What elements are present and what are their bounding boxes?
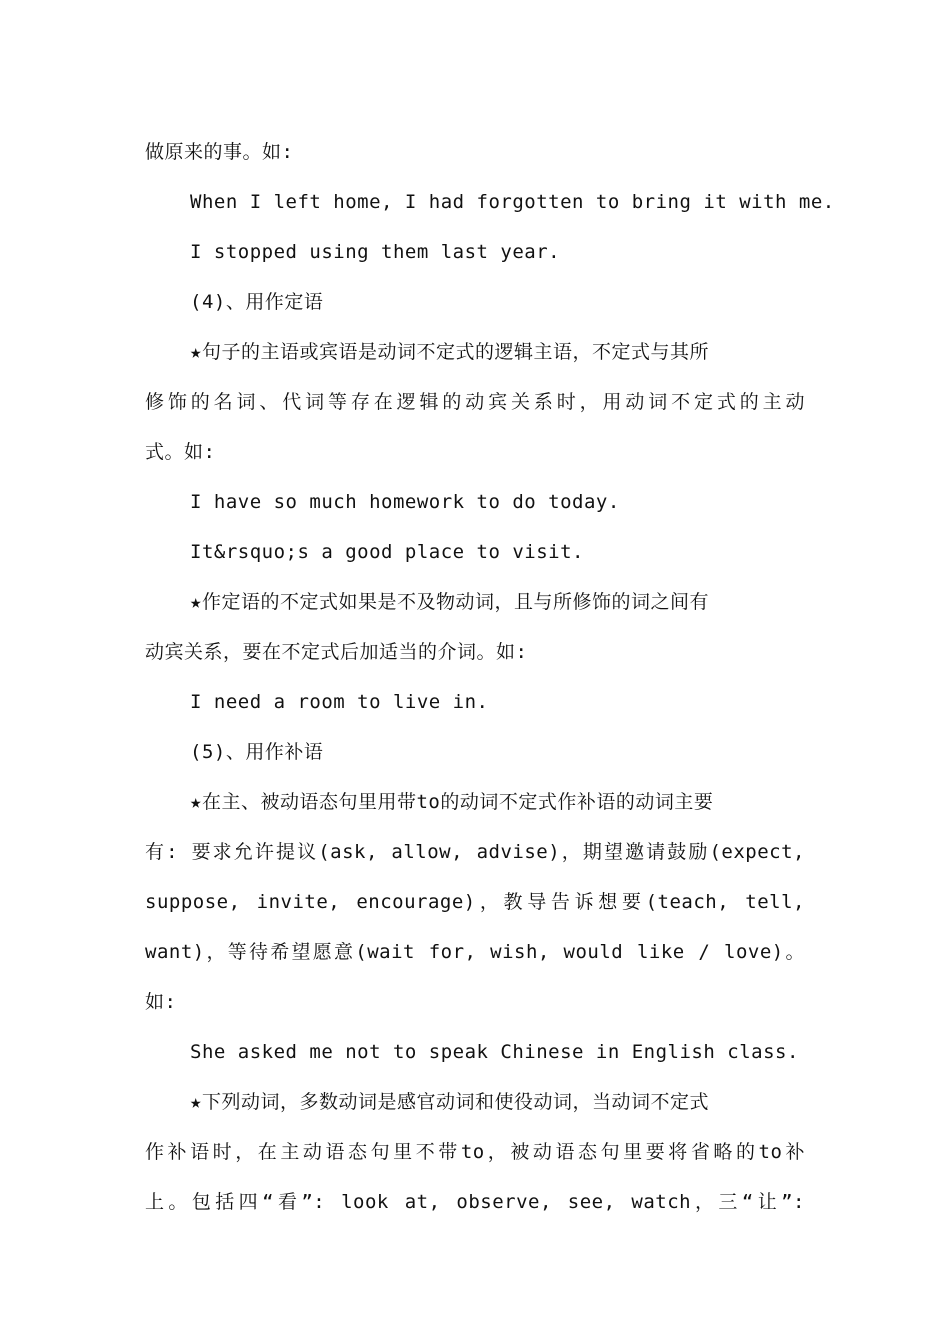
rule-paragraph-line: ★下列动词，多数动词是感官动词和使役动词，当动词不定式 <box>190 1091 709 1113</box>
example-sentence: It&rsquo;s a good place to visit. <box>190 541 584 563</box>
rule-paragraph-line: want)，等待希望愿意(wait for, wish, would like / love)。 <box>145 941 805 963</box>
rule-paragraph-line: ★在主、被动语态句里用带to的动词不定式作补语的动词主要 <box>190 791 714 813</box>
rule-paragraph-line: ★作定语的不定式如果是不及物动词，且与所修饰的词之间有 <box>190 591 709 613</box>
example-sentence: She asked me not to speak Chinese in English class. <box>190 1041 799 1063</box>
example-sentence: When I left home, I had forgotten to bring it with me. <box>190 191 835 213</box>
rule-paragraph-line: 式。如: <box>145 441 216 463</box>
rule-paragraph-line: suppose, invite, encourage)，教导告诉想要(teach, tell, <box>145 891 805 913</box>
example-sentence: I need a room to live in. <box>190 691 489 713</box>
rule-paragraph-line: 如: <box>145 991 177 1013</box>
rule-paragraph-line: 修饰的名词、代词等存在逻辑的动宾关系时，用动词不定式的主动 <box>145 391 805 413</box>
section-heading: (5)、用作补语 <box>190 741 324 763</box>
rule-paragraph-line: 上。包括四“看”: look at, observe, see, watch，三“让”: <box>145 1191 805 1213</box>
example-sentence: I have so much homework to do today. <box>190 491 620 513</box>
rule-paragraph-line: 动宾关系，要在不定式后加适当的介词。如: <box>145 641 528 663</box>
example-sentence: I stopped using them last year. <box>190 241 561 263</box>
rule-paragraph-line: 有: 要求允许提议(ask, allow, advise)，期望邀请鼓励(expect, <box>145 841 805 863</box>
section-heading: (4)、用作定语 <box>190 291 324 313</box>
rule-paragraph-line: 作补语时，在主动语态句里不带to，被动语态句里要将省略的to补 <box>145 1141 805 1163</box>
text-line: 做原来的事。如: <box>145 141 294 163</box>
rule-paragraph-line: ★句子的主语或宾语是动词不定式的逻辑主语，不定式与其所 <box>190 341 709 363</box>
